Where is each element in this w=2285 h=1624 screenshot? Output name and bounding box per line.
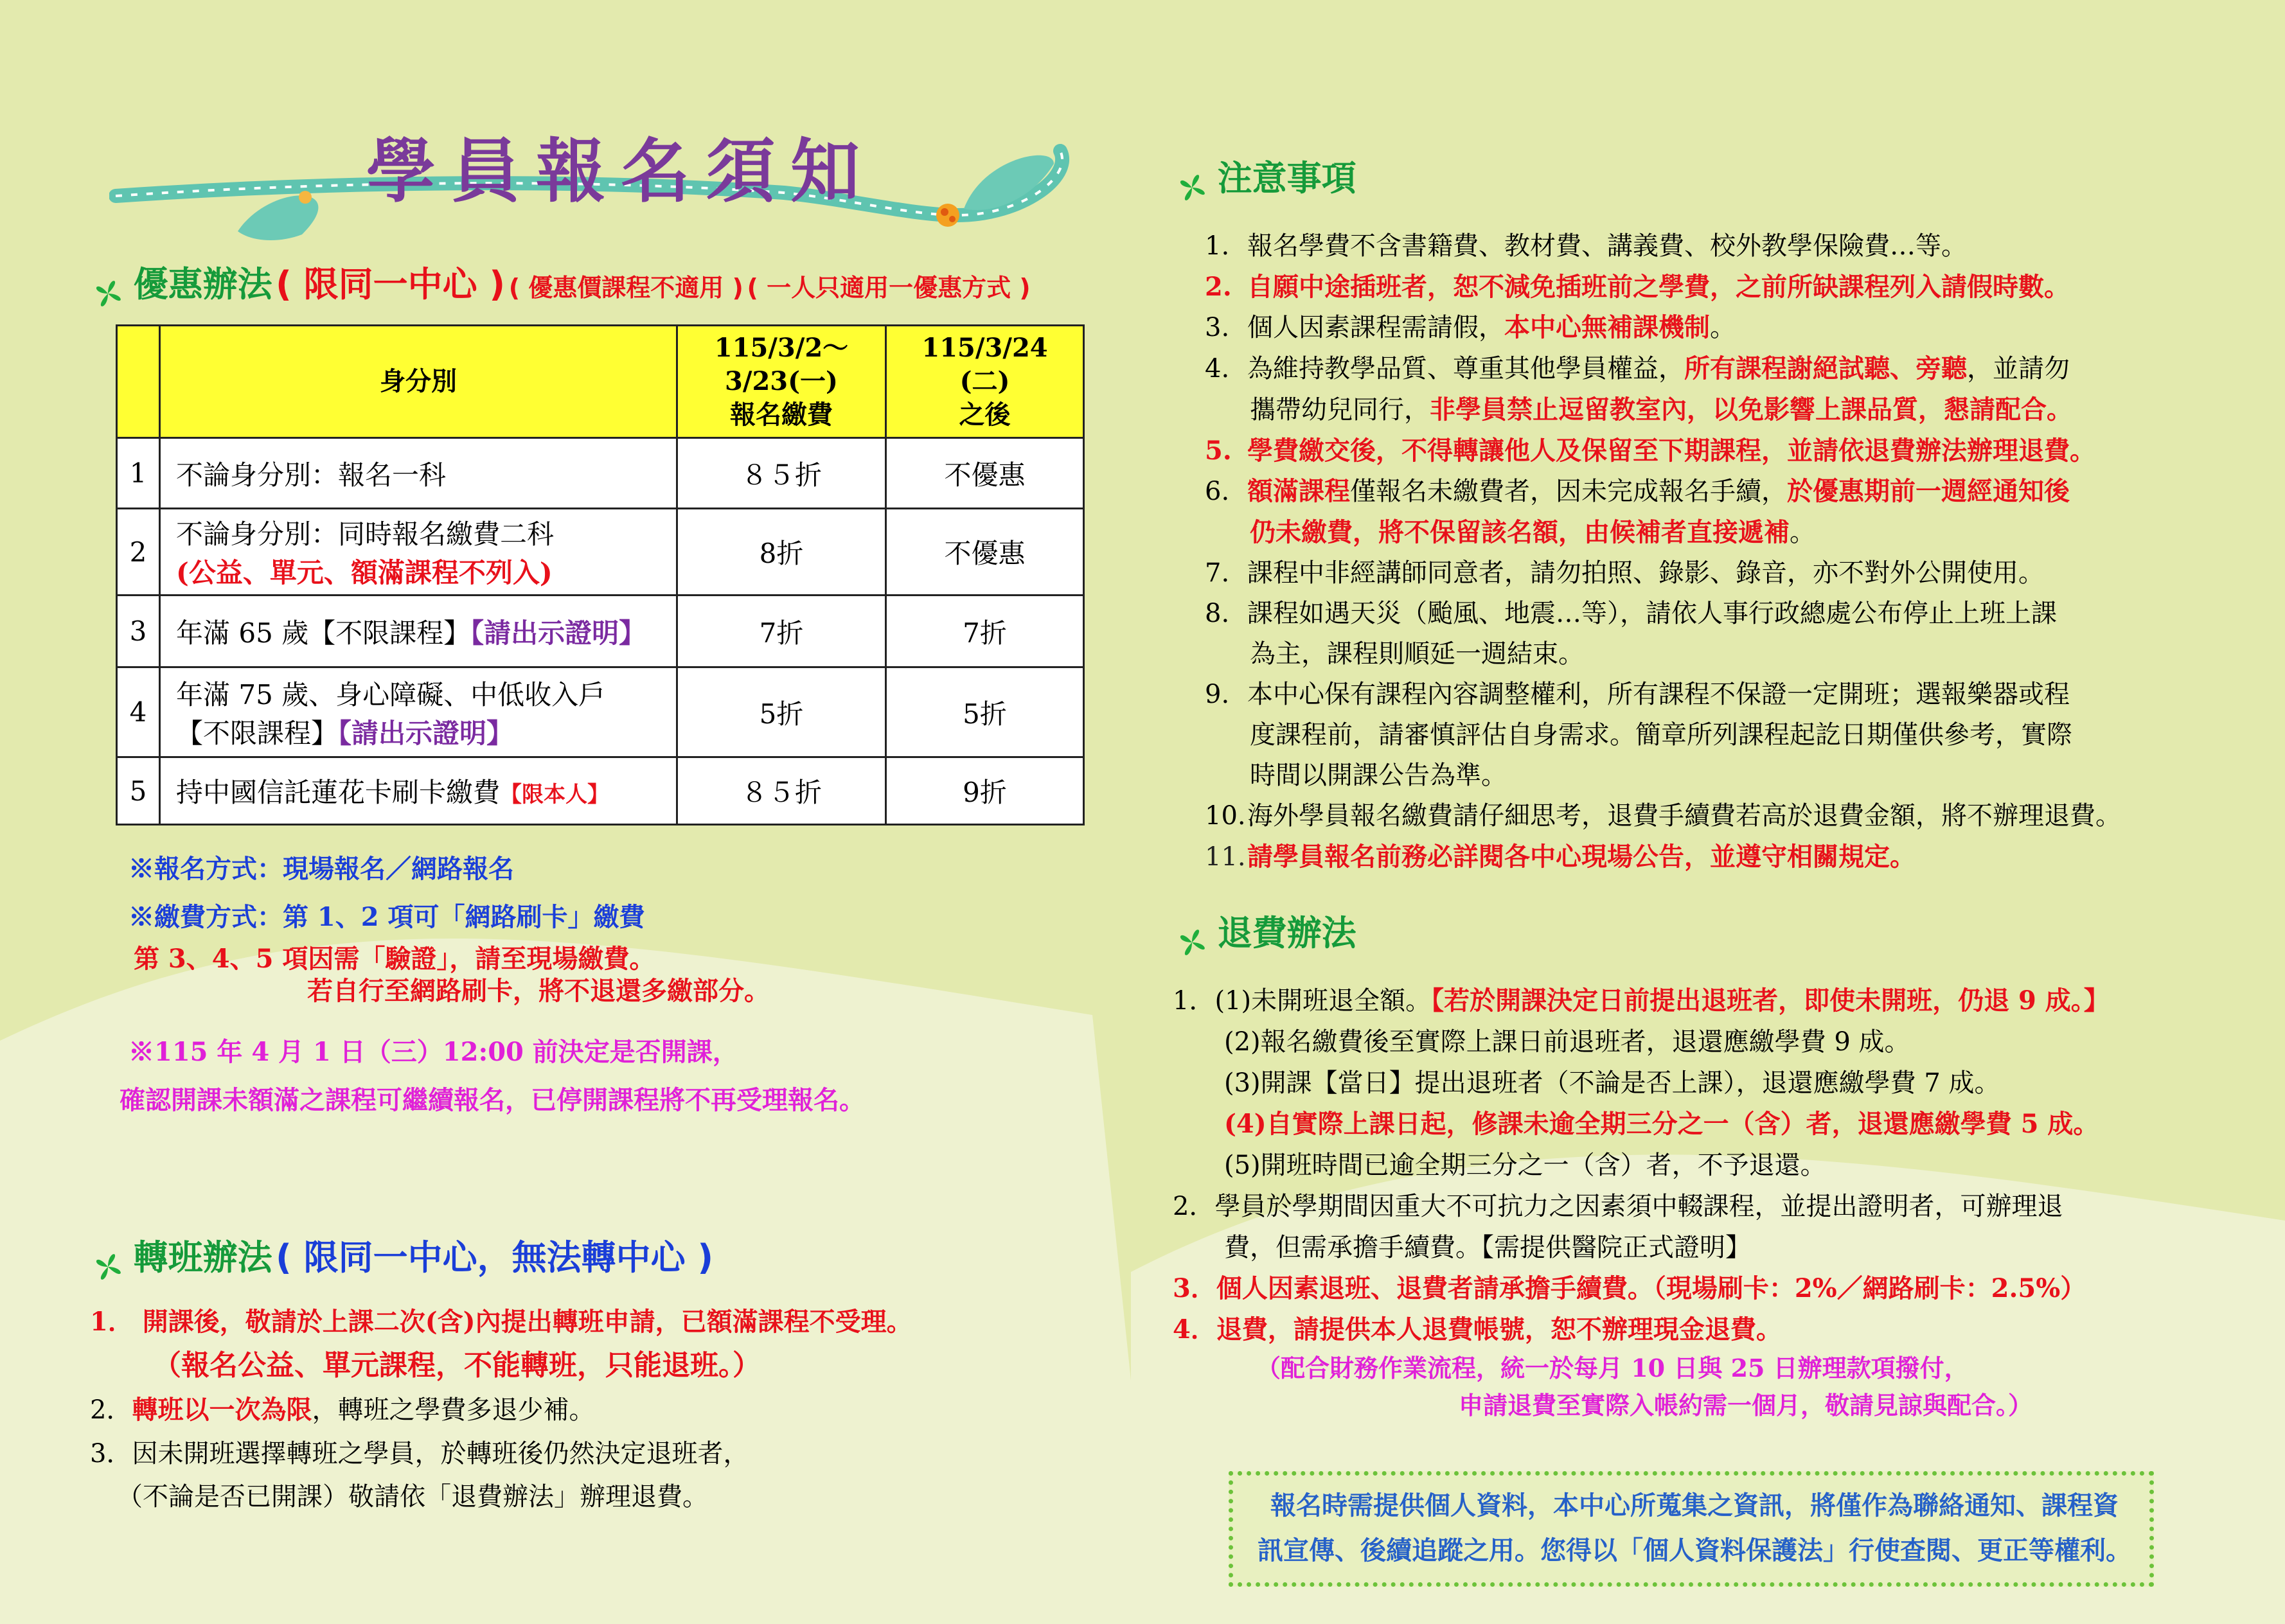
item-text-end: 。 [1790,518,1815,547]
decision-line-2: 確認開課未額滿之課程可繼續報名，已停開課程將不再受理報名。 [120,1085,865,1115]
row-note: (公益、單元、額滿課程不列入) [176,557,553,588]
row-identity: 持中國信託蓮花卡刷卡繳費 [176,777,501,808]
item-text-red: 於優惠期前一週經通知後 [1787,476,2070,506]
list-item [1205,594,2121,634]
discount-title: 優惠辦法 [133,264,272,304]
item-number: 4. [1205,354,1230,384]
notes-list [1205,226,2121,878]
table-row [117,596,1084,667]
row-period-2: 不優惠 [886,509,1084,596]
page-title: 學員報名須知 [366,132,876,212]
table-row [117,509,1084,596]
item-text: 海外學員報名繳費請仔細思考，退費手續費若高於退費金額，將不辦理退費。 [1247,801,2121,831]
discount-scope: ( 限同一中心 ) [276,264,506,304]
refund-line-3: (3)開課【當日】提出退班者（不論是否上課），退還應繳學費 7 成。 [1224,1068,2000,1098]
row-num: 4 [117,667,160,757]
table-header-identity: 身分別 [160,326,677,438]
clover-icon [89,274,127,313]
discount-note-1: ( 優惠價課程不適用 ) [508,274,743,302]
period-1-line-3: 報名繳費 [730,400,833,430]
item-text-red: 本中心無補課機制 [1504,312,1710,342]
refund-line-5: (5)開班時間已逾全期三分之一（含）者，不予退還。 [1224,1151,1826,1180]
discount-table [116,324,1085,825]
transfer-item-1: 1． 開課後，敬請於上課二次(含)內提出轉班申請，已額滿課程不受理。 [90,1307,912,1337]
list-item-continued [1205,512,2121,553]
row-identity-cell [160,757,677,825]
item-text: 度課程前，請審慎評估自身需求。簡章所列課程起訖日期僅供參考，實際 [1250,720,2072,750]
list-item [1205,307,2121,348]
privacy-notice [1229,1471,2154,1587]
row-period-2: 7折 [886,596,1084,667]
clover-icon [1173,923,1211,962]
transfer-item-2-num: 2． [90,1395,132,1425]
row-period-1: 7折 [677,596,886,667]
privacy-line-2: 訊宣傳、後續追蹤之用。您得以「個人資料保護法」行使查閱、更正等權利。 [1258,1536,2131,1566]
item-text-end: 。 [1710,313,1736,342]
refund-line-10: （配合財務作業流程，統一於每月 10 日與 25 日辦理款項撥付， [1256,1354,1969,1382]
period-2-line-3: 之後 [959,400,1011,430]
row-period-1: ８５折 [677,757,886,825]
item-text: 時間以開課公告為準。 [1250,761,1507,790]
item-text: 請學員報名前務必詳閱各中心現場公告，並遵守相關規定。 [1247,842,1916,872]
refund-line-1 [1173,983,2110,1019]
table-header-period-1 [677,326,886,438]
row-period-1: ８５折 [677,438,886,509]
refund-line-9: 4．退費，請提供本人退費帳號，恕不辦理現金退費。 [1173,1314,1782,1345]
list-item [1205,430,2121,471]
row-period-2: 9折 [886,757,1084,825]
pay-note-2: 若自行至網路刷卡，將不退還多繳部分。 [307,976,770,1006]
item-text: 本中心保有課程內容調整權利，所有課程不保證一定開班；選報樂器或程 [1247,680,2070,709]
list-item [1205,226,2121,267]
item-number: 8. [1205,599,1230,628]
item-number: 6. [1205,477,1230,506]
list-item-continued [1205,755,2121,796]
item-text: 課程如遇天災（颱風、地震…等），請依人事行政總處公布停止上班上課 [1247,599,2057,628]
list-item [1205,836,2121,878]
table-row [117,667,1084,757]
privacy-line-1: 報名時需提供個人資料，本中心所蒐集之資訊，將僅作為聯絡通知、課程資 [1270,1491,2119,1521]
list-item [1205,796,2121,836]
item-text: 僅報名未繳費者，因未完成報名手續， [1350,477,1787,506]
refund-line-4: (4)自實際上課日起，修課未逾全期三分之一（含）者，退還應繳學費 5 成。 [1224,1109,2099,1139]
item-text: 為維持教學品質、尊重其他學員權益， [1247,354,1684,384]
period-1-line-1: 115/3/2～ [714,333,849,363]
item-text: 課程中非經講師同意者，請勿拍照、錄影、錄音，亦不對外公開使用。 [1247,558,2044,588]
table-header-num [117,326,160,438]
list-item-continued [1205,634,2121,675]
row-note: 【請出示證明】 [338,717,514,749]
transfer-title: 轉班辦法 [133,1237,272,1278]
list-item [1205,553,2121,594]
item-text-red: 所有課程謝絕試聽、旁聽 [1684,353,1967,384]
pay-method: ※繳費方式：第 1、2 項可「網路刷卡」繳費 [129,902,645,932]
row-period-1: 8折 [677,509,886,596]
period-2-line-2: (二) [959,366,1010,396]
transfer-scope: ( 限同一中心，無法轉中心 ) [276,1237,714,1278]
refund-line-6: 2．學員於學期間因重大不可抗力之因素須中輟課程，並提出證明者，可辦理退 [1173,1192,2063,1221]
item-number: 3. [1205,313,1230,342]
table-header-row [117,326,1084,438]
item-text: 學費繳交後，不得轉讓他人及保留至下期課程，並請依退費辦法辦理退費。 [1247,436,2095,466]
refund-line-7: 費，但需承擔手續費。【需提供醫院正式證明】 [1224,1233,1751,1262]
list-item [1205,471,2121,512]
row-num: 2 [117,509,160,596]
row-num: 1 [117,438,160,509]
refund-heading [1173,906,1356,962]
transfer-item-2 [90,1392,594,1428]
item-text: 報名學費不含書籍費、教材費、講義費、校外教學保險費…等。 [1247,231,1967,261]
item-number: 5. [1205,436,1232,466]
item-text-red: 額滿課程 [1247,476,1350,506]
decision-line-1: ※115 年 4 月 1 日（三）12:00 前決定是否開課， [129,1037,738,1067]
list-item-continued [1205,715,2121,755]
item-text: 為主，課程則順延一週結束。 [1250,639,1584,669]
row-identity-cell [160,596,677,667]
row-period-2: 5折 [886,667,1084,757]
list-item-continued [1205,389,2121,430]
row-identity: 不論身分別：同時報名繳費二科 [176,518,555,550]
transfer-item-3: 3．因未開班選擇轉班之學員，於轉班後仍然決定退班者， [90,1439,749,1469]
row-period-2: 不優惠 [886,438,1084,509]
row-identity: 年滿 75 歲、身心障礙、中低收入戶 [176,678,606,710]
list-item [1205,675,2121,715]
clover-icon [89,1248,127,1286]
notes-heading [1173,151,1356,207]
row-num: 5 [117,757,160,825]
row-identity: 年滿 65 歲【不限課程】 [176,617,471,649]
transfer-item-3b: （不論是否已開課）敬請依「退費辦法」辦理退費。 [117,1482,708,1512]
item-number: 1. [1205,231,1230,261]
transfer-item-2-red: 轉班以一次為限 [132,1395,312,1425]
item-number: 10. [1205,801,1246,831]
notes-title: 注意事項 [1217,158,1356,199]
row-identity-cell [160,509,677,596]
item-number: 11. [1205,842,1246,872]
refund-line-8: 3．個人因素退班、退費者請承擔手續費。（現場刷卡：2%／網路刷卡：2.5%） [1173,1273,2086,1303]
row-note: 【請出示證明】 [470,617,646,649]
pay-note-1: 第 3、4、5 項因需「驗證」，請至現場繳費。 [134,944,655,974]
transfer-item-2-rest: ，轉班之學費多退少補。 [312,1395,595,1425]
row-num: 3 [117,596,160,667]
list-item [1205,348,2121,389]
item-text-end: ，並請勿 [1967,354,2070,384]
table-row [117,757,1084,825]
refund-title: 退費辦法 [1217,913,1356,953]
refund-line-1-red: 【若於開課決定日前提出退班者，即使未開班，仍退 9 成。】 [1431,985,2110,1016]
item-text-red: 仍未繳費，將不保留該名額，由候補者直接遞補 [1250,517,1790,547]
transfer-item-1b: （報名公益、單元課程，不能轉班，只能退班。） [153,1349,761,1382]
transfer-heading [89,1230,713,1286]
item-text: 攜帶幼兒同行， [1250,395,1430,425]
row-identity-2: 【不限課程】 [176,717,339,749]
table-header-period-2 [886,326,1084,438]
period-1-line-2: 3/23(一) [725,366,838,396]
item-number: 7. [1205,558,1230,588]
table-row [117,438,1084,509]
discount-note-2: ( 一人只適用一優惠方式 ) [747,274,1031,302]
item-text: 個人因素課程需請假， [1247,313,1504,342]
row-identity: 不論身分別：報名一科 [160,438,677,509]
refund-line-2: (2)報名繳費後至實際上課日前退班者，退還應繳學費 9 成。 [1224,1027,1910,1057]
item-number: 2. [1205,272,1232,302]
item-text: 自願中途插班者，恕不減免插班前之學費，之前所缺課程列入請假時數。 [1247,272,2070,302]
period-2-line-1: 115/3/24 [921,333,1048,363]
list-item [1205,267,2121,307]
row-identity-cell [160,667,677,757]
refund-line-11: 申請退費至實際入帳約需一個月，敬請見諒與配合。） [1459,1391,2033,1420]
signup-method: ※報名方式：現場報名／網路報名 [129,854,514,884]
item-text-red: 非學員禁止逗留教室內，以免影響上課品質，懇請配合。 [1430,394,2072,425]
item-number: 9. [1205,680,1230,709]
clover-icon [1173,168,1211,207]
refund-line-1-text: 1．(1)未開班退全額。 [1173,986,1432,1016]
row-period-1: 5折 [677,667,886,757]
discount-heading [89,257,1031,313]
row-note: 【限本人】 [500,782,610,808]
